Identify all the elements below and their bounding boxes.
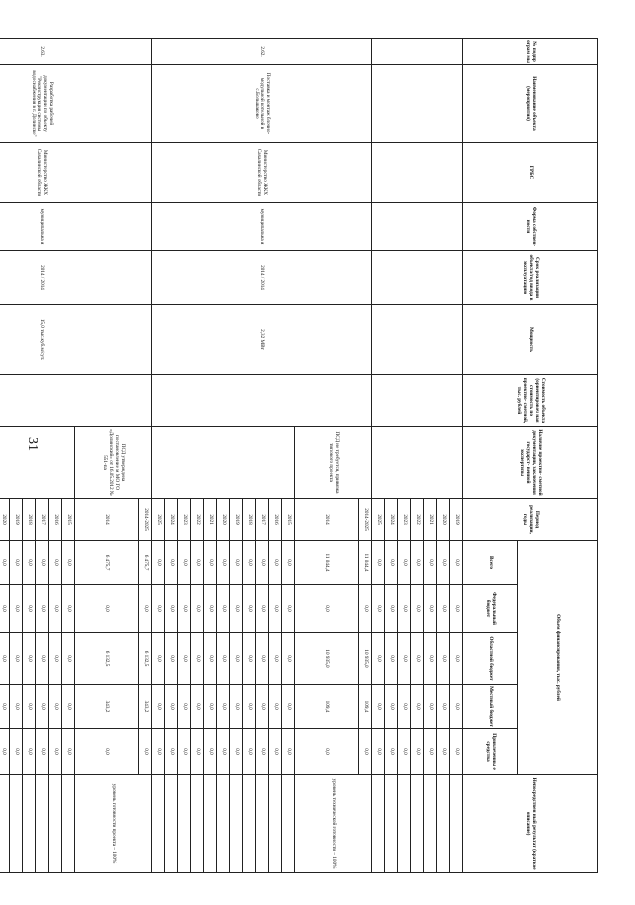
cell-attracted: 0,0: [450, 729, 463, 775]
block-grbs: Министерство ЖКХ Сахалинской области: [152, 143, 372, 203]
cell-year: 2014-2025: [139, 499, 152, 541]
cell-federal: 0,0: [385, 585, 398, 633]
cell-regional: 0,0: [385, 633, 398, 685]
block-term: 2014 / 2014: [152, 251, 372, 305]
cell-attracted: 0,0: [178, 729, 191, 775]
block-psd: [372, 427, 463, 499]
header-result: Непосредствен ный результат (краткое описание): [463, 775, 598, 873]
cell-total: 11 044,4: [295, 541, 359, 585]
cell-year: 2018: [243, 499, 256, 541]
header-funding: Объем финансирования, тыс. рублей: [518, 541, 598, 775]
cell-total: 0,0: [178, 541, 191, 585]
cell-total: 0,0: [152, 541, 165, 585]
block-term: 2014 / 2014: [0, 251, 152, 305]
cell-attracted: 0,0: [139, 729, 152, 775]
cell-result: [372, 775, 385, 873]
cell-federal: 0,0: [36, 585, 49, 633]
cell-local: 343,2: [75, 685, 139, 729]
cell-result: [62, 775, 75, 873]
cell-federal: 0,0: [256, 585, 269, 633]
cell-year: 2021: [204, 499, 217, 541]
block-result: уровень готовности проекта – 100%: [75, 775, 152, 873]
block-grbs: [372, 143, 463, 203]
cell-result: [450, 775, 463, 873]
cell-federal: 0,0: [217, 585, 230, 633]
cell-result: [256, 775, 269, 873]
cell-federal: 0,0: [178, 585, 191, 633]
cell-regional: 0,0: [191, 633, 204, 685]
cell-regional: 0,0: [36, 633, 49, 685]
cell-local: 0,0: [0, 685, 10, 729]
header-term: Срок реализации объекта/год ввода в эксплуатацию: [463, 251, 598, 305]
cell-local: 0,0: [243, 685, 256, 729]
cell-year: 2017: [36, 499, 49, 541]
block-psd: ПСД утверждена постановление м МО ГО «Долинский» от 16.05.2012 № 551-па: [75, 427, 152, 499]
cell-year: 2025: [152, 499, 165, 541]
cell-result: [191, 775, 204, 873]
cell-local: 0,0: [256, 685, 269, 729]
header-ownership: Форма собствен- ности: [463, 203, 598, 251]
cell-total: 0,0: [204, 541, 217, 585]
cell-local: 0,0: [230, 685, 243, 729]
cell-federal: 0,0: [230, 585, 243, 633]
cell-year: 2015: [62, 499, 75, 541]
header-capacity: Мощность: [463, 305, 598, 375]
cell-local: 0,0: [217, 685, 230, 729]
block-ownership: [372, 203, 463, 251]
cell-result: [49, 775, 62, 873]
cell-total: 0,0: [191, 541, 204, 585]
cell-federal: 0,0: [0, 585, 10, 633]
block-capacity: 15,0 тыс.куб.м/сут.: [0, 305, 152, 375]
cell-attracted: 0,0: [411, 729, 424, 775]
cell-year: 2016: [269, 499, 282, 541]
cell-attracted: 0,0: [152, 729, 165, 775]
cell-local: 0,0: [191, 685, 204, 729]
cell-total: 0,0: [424, 541, 437, 585]
header-psd: Наличие проектно- сметной документации, заключения государст- венной экспертизы: [463, 427, 598, 499]
cell-year: 2020: [437, 499, 450, 541]
cell-result: [10, 775, 23, 873]
header-period: Период реализации, годы: [463, 499, 598, 541]
header-cost: Стоимость объекта (ориентировоч ная стоимость по проектно- сметной, тыс. рублей: [463, 375, 598, 427]
block-num: [372, 39, 463, 65]
cell-year: 2025: [372, 499, 385, 541]
cell-result: [217, 775, 230, 873]
cell-total: 0,0: [282, 541, 295, 585]
cell-regional: 0,0: [49, 633, 62, 685]
block-psd-blank: [152, 427, 295, 499]
cell-regional: 0,0: [62, 633, 75, 685]
cell-federal: 0,0: [269, 585, 282, 633]
cell-regional: 0,0: [152, 633, 165, 685]
cell-local: 109,4: [359, 685, 372, 729]
block-term: [372, 251, 463, 305]
cell-local: 0,0: [398, 685, 411, 729]
block-num: 2.63.: [0, 39, 152, 65]
cell-regional: 0,0: [424, 633, 437, 685]
cell-total: 0,0: [385, 541, 398, 585]
cell-total: 0,0: [398, 541, 411, 585]
block-name: Разработка рабочей документации по объекту "Реконструкция системы водоснабжения в г. Долинске": [0, 65, 152, 143]
cell-local: 0,0: [165, 685, 178, 729]
header-grbs: ГРБС: [463, 143, 598, 203]
header-local: Местный бюджет: [463, 685, 518, 729]
cell-local: 0,0: [36, 685, 49, 729]
cell-attracted: 0,0: [359, 729, 372, 775]
cell-federal: 0,0: [191, 585, 204, 633]
cell-federal: 0,0: [152, 585, 165, 633]
block-capacity: 2,32 МВт: [152, 305, 372, 375]
block-psd-blank: [0, 427, 75, 499]
cell-year: 2019: [450, 499, 463, 541]
cell-federal: 0,0: [62, 585, 75, 633]
cell-federal: 0,0: [372, 585, 385, 633]
cell-federal: 0,0: [243, 585, 256, 633]
cell-attracted: 0,0: [256, 729, 269, 775]
cell-regional: 0,0: [10, 633, 23, 685]
cell-attracted: 0,0: [398, 729, 411, 775]
block-name: Поставка и монтаж блочно-модульной котельной в с.Большаково: [152, 65, 372, 143]
cell-total: 11 044,4: [359, 541, 372, 585]
cell-local: 0,0: [178, 685, 191, 729]
cell-attracted: 0,0: [437, 729, 450, 775]
block-result: уровень технической готовности – 100%: [295, 775, 372, 873]
cell-year: 2024: [385, 499, 398, 541]
header-total: Всего: [463, 541, 518, 585]
cell-year: 2020: [217, 499, 230, 541]
cell-year: 2018: [23, 499, 36, 541]
cell-local: 0,0: [282, 685, 295, 729]
cell-total: 0,0: [23, 541, 36, 585]
cell-local: 0,0: [23, 685, 36, 729]
cell-result: [411, 775, 424, 873]
cell-total: 0,0: [437, 541, 450, 585]
cell-federal: 0,0: [424, 585, 437, 633]
cell-federal: 0,0: [450, 585, 463, 633]
funding-table: [0, 38, 598, 873]
cell-attracted: 0,0: [385, 729, 398, 775]
cell-result: [282, 775, 295, 873]
cell-attracted: 0,0: [230, 729, 243, 775]
cell-attracted: 0,0: [282, 729, 295, 775]
cell-regional: 0,0: [282, 633, 295, 685]
cell-total: 0,0: [62, 541, 75, 585]
cell-regional: 0,0: [217, 633, 230, 685]
cell-local: 0,0: [437, 685, 450, 729]
cell-federal: 0,0: [165, 585, 178, 633]
cell-total: 0,0: [256, 541, 269, 585]
cell-federal: 0,0: [282, 585, 295, 633]
header-attracted: Привлеченны е средства: [463, 729, 518, 775]
cell-total: 0,0: [0, 541, 10, 585]
cell-local: 0,0: [269, 685, 282, 729]
cell-local: 343,2: [139, 685, 152, 729]
cell-result: [178, 775, 191, 873]
cell-result: [424, 775, 437, 873]
cell-total: 0,0: [36, 541, 49, 585]
block-grbs: Министерство ЖКХ Сахалинской области: [0, 143, 152, 203]
cell-regional: 0,0: [243, 633, 256, 685]
cell-federal: 0,0: [23, 585, 36, 633]
cell-regional: 0,0: [230, 633, 243, 685]
cell-local: 109,4: [295, 685, 359, 729]
cell-regional: 0,0: [178, 633, 191, 685]
cell-attracted: 0,0: [191, 729, 204, 775]
cell-local: 0,0: [62, 685, 75, 729]
block-ownership: муниципальна я: [0, 203, 152, 251]
cell-regional: 0,0: [256, 633, 269, 685]
block-cost: [152, 375, 372, 427]
cell-attracted: 0,0: [10, 729, 23, 775]
cell-local: 0,0: [152, 685, 165, 729]
cell-year: 2015: [282, 499, 295, 541]
cell-attracted: 0,0: [243, 729, 256, 775]
cell-total: 6 475,7: [75, 541, 139, 585]
cell-attracted: 0,0: [295, 729, 359, 775]
table-header: [463, 39, 598, 873]
cell-result: [269, 775, 282, 873]
cell-regional: 10 935,0: [295, 633, 359, 685]
cell-regional: 0,0: [437, 633, 450, 685]
cell-total: 0,0: [165, 541, 178, 585]
cell-result: [437, 775, 450, 873]
header-num: № подпр ограм мы: [463, 39, 598, 65]
cell-total: 0,0: [243, 541, 256, 585]
cell-attracted: 0,0: [23, 729, 36, 775]
cell-regional: 0,0: [165, 633, 178, 685]
cell-regional: 0,0: [0, 633, 10, 685]
cell-total: 6 475,7: [139, 541, 152, 585]
cell-year: 2014-2025: [359, 499, 372, 541]
cell-attracted: 0,0: [49, 729, 62, 775]
cell-attracted: 0,0: [269, 729, 282, 775]
block-cost: [0, 375, 152, 427]
cell-result: [23, 775, 36, 873]
cell-regional: 10 935,0: [359, 633, 372, 685]
cell-total: 0,0: [269, 541, 282, 585]
cell-year: 2019: [10, 499, 23, 541]
cell-attracted: 0,0: [165, 729, 178, 775]
cell-total: 0,0: [450, 541, 463, 585]
cell-result: [398, 775, 411, 873]
cell-total: 0,0: [230, 541, 243, 585]
cell-result: [385, 775, 398, 873]
table-row: [139, 39, 152, 873]
cell-result: [243, 775, 256, 873]
cell-year: 2022: [191, 499, 204, 541]
cell-year: 2020: [0, 499, 10, 541]
cell-total: 0,0: [10, 541, 23, 585]
cell-year: 2017: [256, 499, 269, 541]
cell-year: 2021: [424, 499, 437, 541]
cell-regional: 6 132,5: [139, 633, 152, 685]
block-ownership: муниципальна я: [152, 203, 372, 251]
cell-year: 2014: [75, 499, 139, 541]
header-regional: Областной бюджет: [463, 633, 518, 685]
cell-local: 0,0: [372, 685, 385, 729]
cell-federal: 0,0: [204, 585, 217, 633]
block-num: 2.62.: [152, 39, 372, 65]
cell-attracted: 0,0: [36, 729, 49, 775]
header-name: Наименование объекта (мероприятия): [463, 65, 598, 143]
cell-local: 0,0: [204, 685, 217, 729]
cell-federal: 0,0: [75, 585, 139, 633]
table-row: [359, 39, 372, 873]
cell-local: 0,0: [450, 685, 463, 729]
table-row: [450, 39, 463, 873]
cell-attracted: 0,0: [0, 729, 10, 775]
cell-result: [36, 775, 49, 873]
cell-local: 0,0: [411, 685, 424, 729]
cell-total: 0,0: [49, 541, 62, 585]
cell-attracted: 0,0: [372, 729, 385, 775]
cell-attracted: 0,0: [217, 729, 230, 775]
cell-total: 0,0: [217, 541, 230, 585]
cell-total: 0,0: [411, 541, 424, 585]
cell-local: 0,0: [385, 685, 398, 729]
cell-year: 2022: [411, 499, 424, 541]
cell-federal: 0,0: [359, 585, 372, 633]
cell-federal: 0,0: [437, 585, 450, 633]
cell-year: 2023: [398, 499, 411, 541]
cell-year: 2016: [49, 499, 62, 541]
cell-regional: 6 132,5: [75, 633, 139, 685]
cell-regional: 0,0: [204, 633, 217, 685]
cell-result: [204, 775, 217, 873]
cell-federal: 0,0: [49, 585, 62, 633]
cell-local: 0,0: [49, 685, 62, 729]
header-federal: Федеральный бюджет: [463, 585, 518, 633]
block-psd: ПСД не требуется, привязка типового проекта: [295, 427, 372, 499]
cell-local: 0,0: [10, 685, 23, 729]
cell-result: [165, 775, 178, 873]
cell-year: 2019: [230, 499, 243, 541]
cell-result: [152, 775, 165, 873]
cell-regional: 0,0: [411, 633, 424, 685]
cell-total: 0,0: [372, 541, 385, 585]
cell-federal: 0,0: [139, 585, 152, 633]
cell-attracted: 0,0: [204, 729, 217, 775]
cell-federal: 0,0: [10, 585, 23, 633]
cell-federal: 0,0: [398, 585, 411, 633]
cell-year: 2023: [178, 499, 191, 541]
cell-federal: 0,0: [411, 585, 424, 633]
cell-regional: 0,0: [23, 633, 36, 685]
cell-federal: 0,0: [295, 585, 359, 633]
cell-attracted: 0,0: [62, 729, 75, 775]
page-number: 31: [25, 437, 40, 451]
cell-attracted: 0,0: [424, 729, 437, 775]
cell-attracted: 0,0: [75, 729, 139, 775]
cell-regional: 0,0: [372, 633, 385, 685]
cell-year: 2024: [165, 499, 178, 541]
table-body: [0, 39, 463, 873]
cell-result: [230, 775, 243, 873]
block-capacity: [372, 305, 463, 375]
cell-year: 2014: [295, 499, 359, 541]
cell-result: [0, 775, 10, 873]
cell-regional: 0,0: [398, 633, 411, 685]
cell-local: 0,0: [424, 685, 437, 729]
block-cost: [372, 375, 463, 427]
block-name: [372, 65, 463, 143]
cell-regional: 0,0: [450, 633, 463, 685]
cell-regional: 0,0: [269, 633, 282, 685]
